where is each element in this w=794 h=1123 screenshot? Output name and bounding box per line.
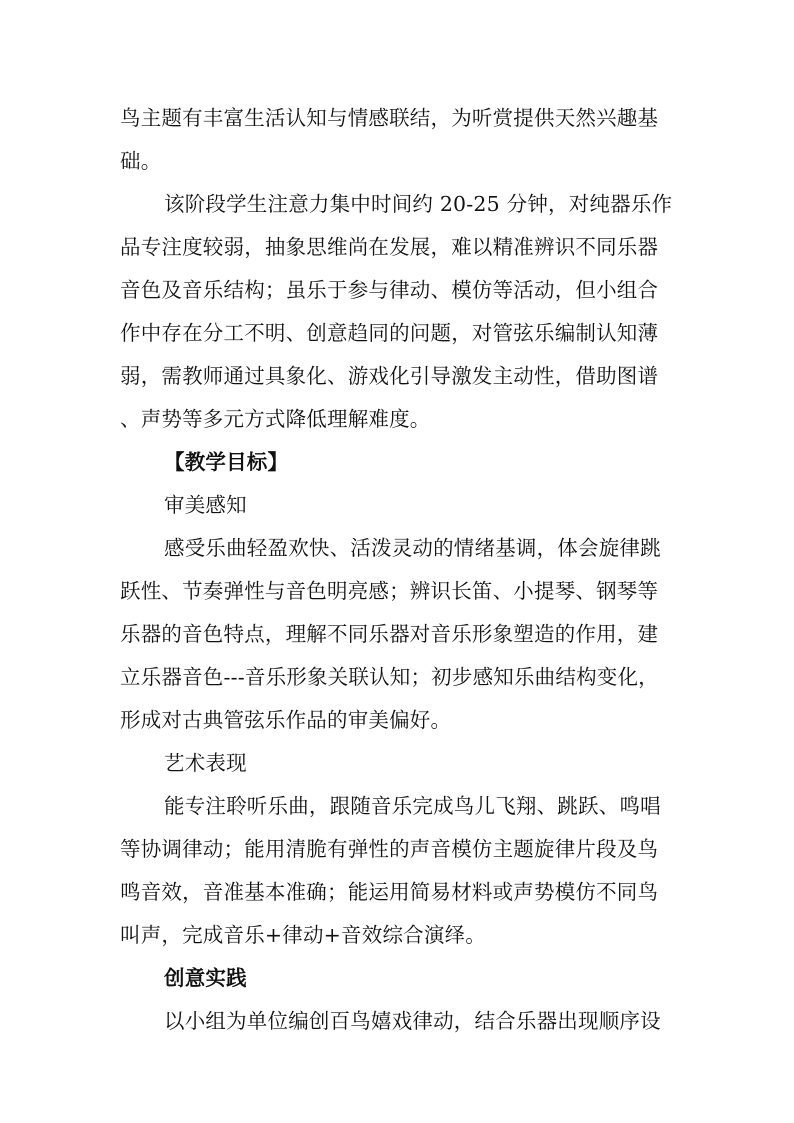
paragraph-line: 等协调律动；能用清脆有弹性的声音模仿主题旋律片段及鸟 bbox=[120, 837, 659, 861]
paragraph-line: 弱，需教师通过具象化、游戏化引导激发主动性，借助图谱 bbox=[120, 364, 659, 388]
subsection-heading: 审美感知 bbox=[164, 493, 247, 517]
paragraph-line: 该阶段学生注意力集中时间约 20-25 分钟，对纯器乐作 bbox=[164, 192, 673, 216]
paragraph-line: 形成对古典管弦乐作品的审美偏好。 bbox=[120, 708, 452, 732]
paragraph-line: 鸣音效，音准基本准确；能运用简易材料或声势模仿不同鸟 bbox=[120, 880, 659, 904]
paragraph-line: 乐器的音色特点，理解不同乐器对音乐形象塑造的作用，建 bbox=[120, 622, 659, 646]
subsection-heading-bold: 创意实践 bbox=[164, 966, 247, 990]
paragraph-line: 音色及音乐结构；虽乐于参与律动、模仿等活动，但小组合 bbox=[120, 278, 659, 302]
paragraph-line: 、声势等多元方式降低理解难度。 bbox=[120, 407, 431, 431]
paragraph-line: 立乐器音色---音乐形象关联认知；初步感知乐曲结构变化， bbox=[120, 665, 659, 689]
section-heading: 【教学目标】 bbox=[164, 450, 289, 474]
paragraph-line: 鸟主题有丰富生活认知与情感联结，为听赏提供天然兴趣基 bbox=[120, 106, 659, 130]
paragraph-line: 能专注聆听乐曲，跟随音乐完成鸟儿飞翔、跳跃、鸣唱 bbox=[164, 794, 661, 818]
paragraph-line: 叫声，完成音乐+律动+音效综合演绎。 bbox=[120, 923, 486, 947]
paragraph-line: 作中存在分工不明、创意趋同的问题，对管弦乐编制认知薄 bbox=[120, 321, 659, 345]
paragraph-line: 感受乐曲轻盈欢快、活泼灵动的情绪基调，体会旋律跳 bbox=[164, 536, 661, 560]
paragraph-line: 品专注度较弱，抽象思维尚在发展，难以精准辨识不同乐器 bbox=[120, 235, 659, 259]
paragraph-line: 础。 bbox=[120, 149, 162, 173]
paragraph-line: 以小组为单位编创百鸟嬉戏律动，结合乐器出现顺序设 bbox=[164, 1009, 661, 1033]
subsection-heading: 艺术表现 bbox=[164, 751, 247, 775]
paragraph-line: 跃性、节奏弹性与音色明亮感；辨识长笛、小提琴、钢琴等 bbox=[120, 579, 659, 603]
